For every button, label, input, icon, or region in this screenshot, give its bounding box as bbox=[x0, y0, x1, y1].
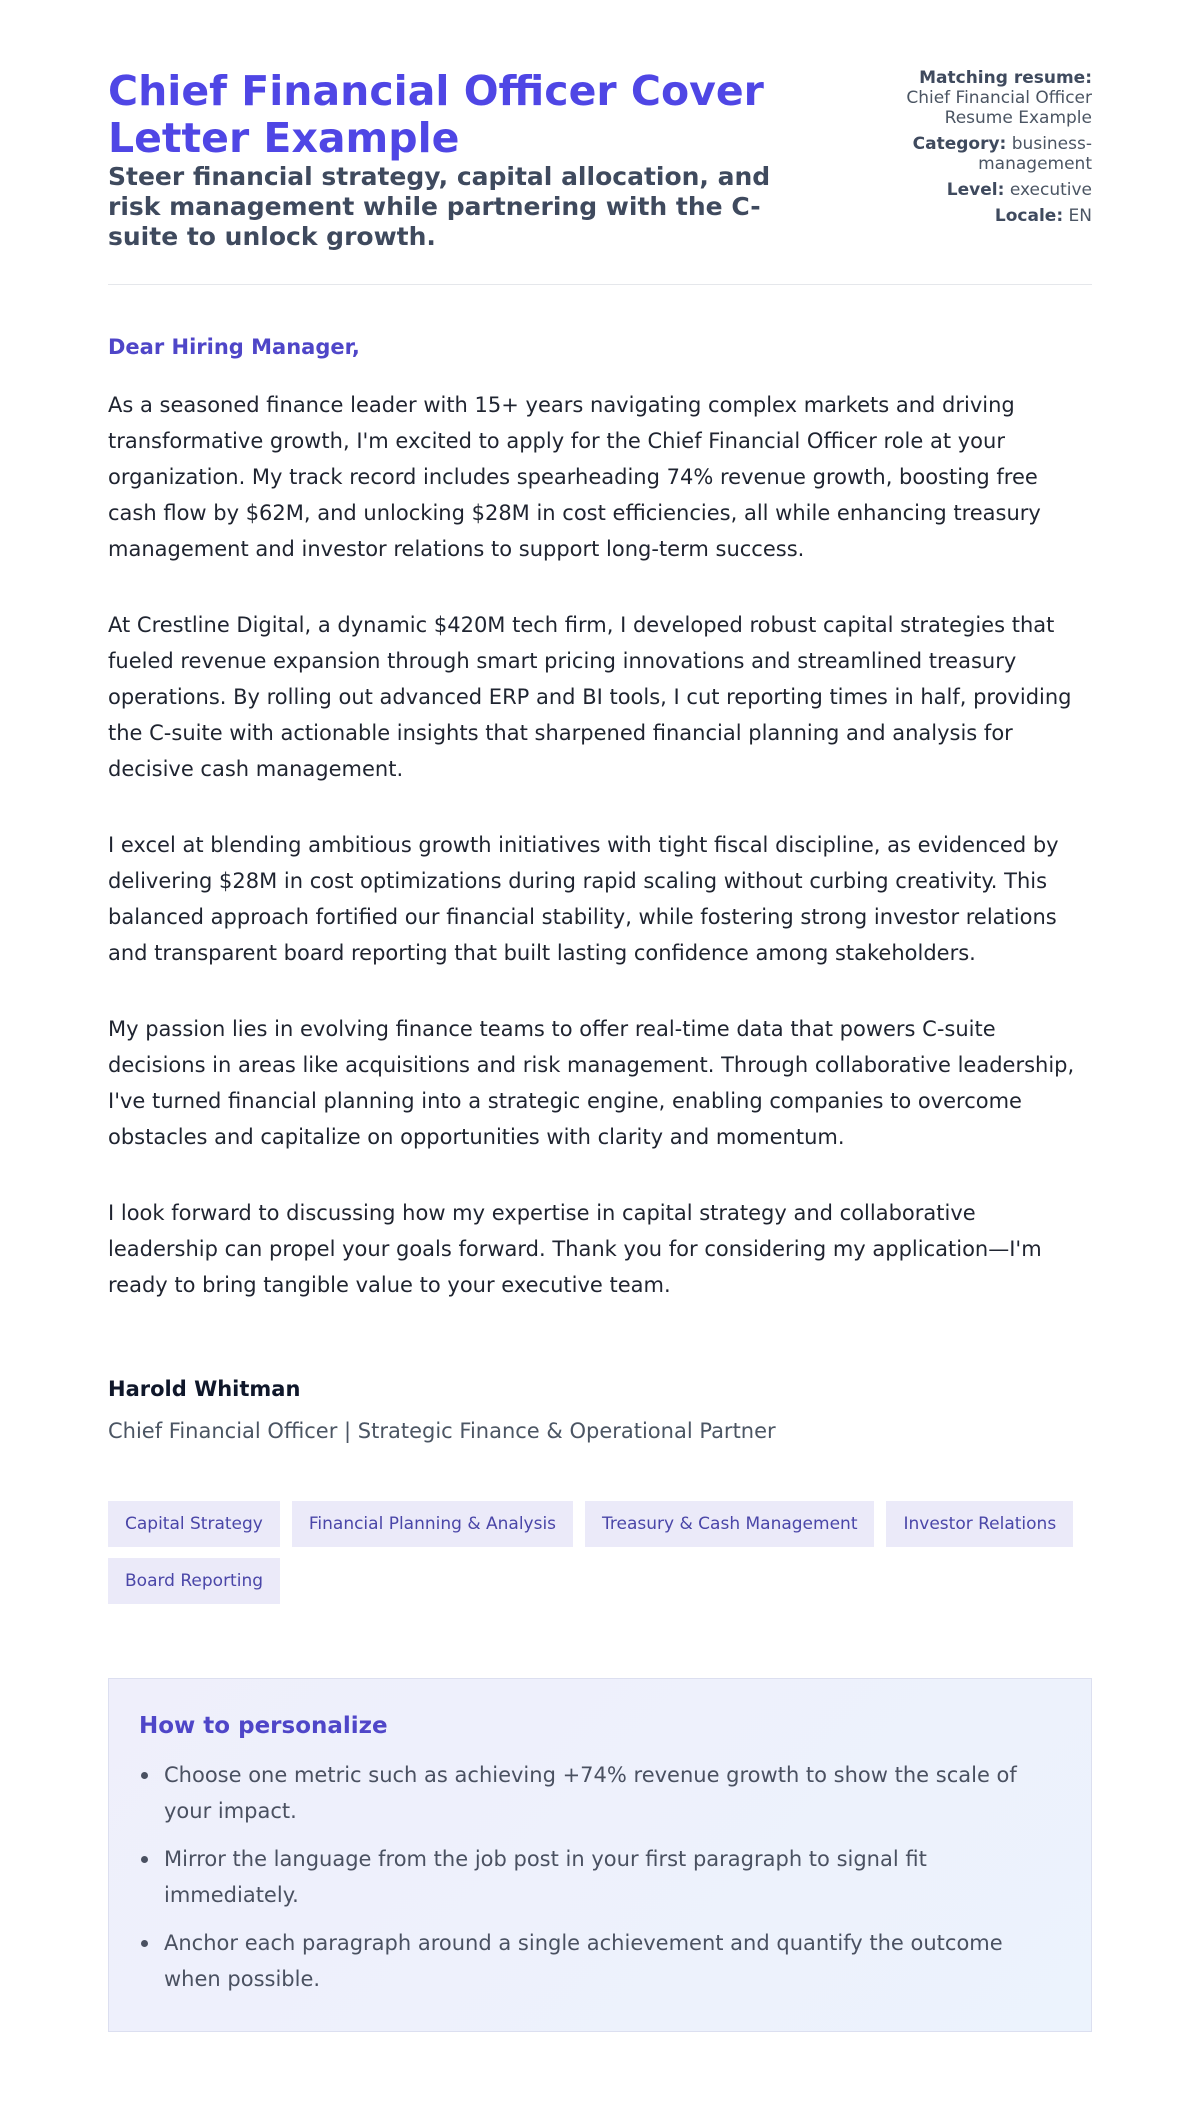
meta-label: Matching resume: bbox=[919, 68, 1092, 88]
letter-paragraph: I excel at blending ambitious growth initiatives with tight fiscal discipline, as evidenced by delivering $28M in cost optimizations during rapid scaling without curbing creativity. This balanced approach fortified our financial stability, while fostering strong investor relations and transparent board reporting that built lasting confidence among stakeholders. bbox=[108, 833, 1059, 965]
skill-tag: Board Reporting bbox=[108, 1558, 280, 1604]
bullet-icon bbox=[141, 1940, 148, 1947]
bullet-icon bbox=[141, 1772, 148, 1779]
cover-letter-page bbox=[108, 0, 1092, 2102]
skill-tag: Investor Relations bbox=[886, 1501, 1073, 1547]
greeting: Dear Hiring Manager, bbox=[108, 335, 360, 359]
signature bbox=[108, 1375, 1092, 1445]
meta-category bbox=[870, 134, 1092, 174]
meta-label: Category: bbox=[912, 134, 1007, 154]
meta-label: Level: bbox=[946, 180, 1005, 200]
page-header bbox=[108, 68, 1092, 285]
tip-text: Mirror the language from the job post in your first paragraph to signal fit immediately. bbox=[164, 1847, 927, 1907]
page-title: Chief Financial Officer Cover Letter Example bbox=[108, 67, 764, 162]
skill-tag: Financial Planning & Analysis bbox=[292, 1501, 573, 1547]
meta-value: Chief Financial Officer Resume Example bbox=[906, 88, 1092, 128]
tip-text: Anchor each paragraph around a single achievement and quantify the outcome when possible. bbox=[164, 1931, 1003, 1991]
skill-tag: Treasury & Cash Management bbox=[585, 1501, 874, 1547]
meta-value: executive bbox=[1009, 180, 1092, 200]
skill-tags bbox=[108, 1501, 1092, 1604]
bullet-icon bbox=[141, 1856, 148, 1863]
signature-title: Chief Financial Officer | Strategic Finance & Operational Partner bbox=[108, 1419, 776, 1443]
letter-paragraph: At Crestline Digital, a dynamic $420M tech firm, I developed robust capital strategies that fueled revenue expansion through smart pricing innovations and streamlined treasury operations. By rolling out advanced ERP and BI tools, I cut reporting times in half, providing the C-suite with actionable insights that sharpened financial planning and analysis for decisive cash management. bbox=[108, 613, 1072, 781]
personalize-title: How to personalize bbox=[139, 1713, 388, 1739]
letter-paragraph: As a seasoned finance leader with 15+ years navigating complex markets and driving transformative growth, I'm excited to apply for the Chief Financial Officer role at your organization. My track record includes spearheading 74% revenue growth, boosting free cash flow by $62M, and unlocking $28M in cost efficiencies, all while enhancing treasury management and investor relations to support long-term success. bbox=[108, 393, 1041, 561]
page-subtitle: Steer financial strategy, capital allocation, and risk management while partnering with the C-suite to unlock growth. bbox=[108, 162, 771, 251]
skill-tag: Capital Strategy bbox=[108, 1501, 280, 1547]
meta-value: EN bbox=[1068, 206, 1092, 226]
meta-matching-resume bbox=[870, 68, 1092, 128]
letter-paragraph: My passion lies in evolving finance teams to offer real-time data that powers C-suite decisions in areas like acquisitions and risk management. Through collaborative leadership, I've turned financial planning into a strategic engine, enabling companies to overcome obstacles and capitalize on opportunities with clarity and momentum. bbox=[108, 1017, 1075, 1149]
meta-level bbox=[870, 180, 1092, 200]
meta-panel bbox=[870, 68, 1092, 232]
tip-item bbox=[139, 1757, 1061, 1829]
letter bbox=[108, 333, 1092, 1303]
signature-name: Harold Whitman bbox=[108, 1377, 301, 1401]
meta-label: Locale: bbox=[994, 206, 1064, 226]
tip-item bbox=[139, 1841, 1061, 1913]
header-titles bbox=[108, 68, 798, 252]
personalize-tips bbox=[139, 1757, 1061, 1997]
personalize-panel bbox=[108, 1678, 1092, 2032]
letter-body bbox=[108, 387, 1092, 1303]
tip-item bbox=[139, 1925, 1061, 1997]
meta-value: business-management bbox=[978, 134, 1092, 174]
meta-locale bbox=[870, 206, 1092, 226]
tip-text: Choose one metric such as achieving +74% revenue growth to show the scale of your impact. bbox=[164, 1763, 1017, 1823]
letter-paragraph: I look forward to discussing how my expertise in capital strategy and collaborative leadership can propel your goals forward. Thank you for considering my application—I'm ready to bring tangible value to your executive team. bbox=[108, 1201, 1042, 1297]
